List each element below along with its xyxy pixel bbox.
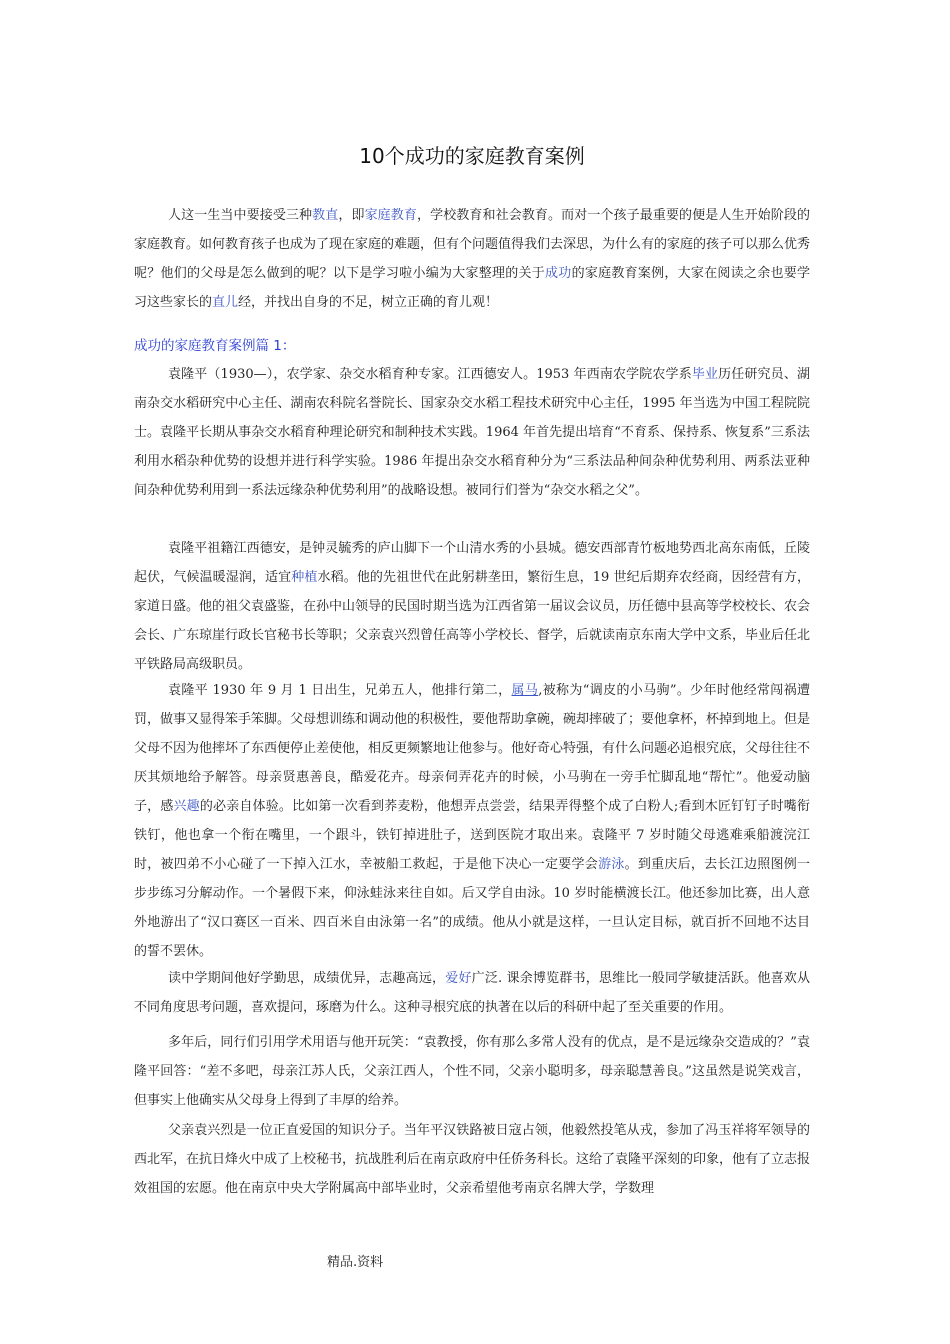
document-page [134, 0, 810, 1344]
link-planting[interactable]: 种植 [291, 570, 318, 585]
link-jiaozhi[interactable]: 教直 [312, 208, 339, 223]
paragraph-5: 多年后，同行们引用学术用语与他开玩笑：“袁教授，你有那么多常人没有的优点，是不是远缘杂交造成的？”袁隆平回答：“差不多吧，母亲江苏人氏，父亲江西人，个性不同，父亲小聪明多，母亲聪慧善良。”这虽然是说笑戏言，但事实上他确实从父母身上得到了丰厚的给养。 [134, 1035, 810, 1108]
section-heading: 成功的家庭教育案例篇 1： [134, 338, 296, 354]
link-zhier[interactable]: 直儿 [212, 295, 239, 310]
paragraph-6: 父亲袁兴烈是一位正直爱国的知识分子。当年平汉铁路被日寇占领，他毅然投笔从戎，参加了冯玉祥将军领导的西北军，在抗日烽火中成了上校秘书，抗战胜利后在南京政府中任侨务科长。这给了袁隆平深刻的印象，他有了立志报效祖国的宏愿。他在南京中央大学附属高中部毕业时，父亲希望他考南京名牌大学，学数理 [134, 1123, 811, 1196]
link-horse[interactable]: 属马 [511, 683, 539, 698]
link-interest[interactable]: 兴趣 [173, 799, 200, 814]
link-graduate[interactable]: 毕业 [691, 367, 719, 382]
link-hobby[interactable]: 爱好 [445, 971, 472, 986]
document-title: 10个成功的家庭教育案例 [359, 144, 585, 168]
intro-paragraph: 人这一生当中要接受三种教直，即家庭教育，学校教育和社会教育。而对一个孩子最重要的便是人生开始阶段的家庭教育。如何教育孩子也成为了现在家庭的难题，但有个问题值得我们去深思，为什么有的家庭的孩子可以那么优秀呢？他们的父母是怎么做到的呢？以下是学习啦小编为大家整理的关于成功的家庭教育案例，大家在阅读之余也要学习这些家长的直儿经，并找出自身的不足，树立正确的育儿观！ [134, 208, 811, 310]
paragraph-2: 袁隆平祖籍江西德安，是钟灵毓秀的庐山脚下一个山清水秀的小县城。德安西部青竹板地势西北高东南低，丘陵起伏，气候温暖湿润，适宜种植水稻。他的先祖世代在此躬耕垄田，繁衍生息，19 世纪后期弃农经商，因经营有方，家道日盛。他的祖父袁盛鉴，在孙中山领导的民国时期当选为江西省第一届议会议员，历任德中县高等学校校长、农会会长、广东琼崖行政长官秘书长等职；父亲袁兴烈曾任高等小学校长、督学，后就读南京东南大学中文系，毕业后任北平铁路局高级职员。 [134, 541, 811, 672]
page-footer: 精品.资料 [327, 1255, 384, 1270]
link-success[interactable]: 成功 [545, 266, 572, 281]
paragraph-4: 读中学期间他好学勤思，成绩优异，志趣高远，爱好广泛. 课余博览群书，思维比一般同学敏捷活跃。他喜欢从不同角度思考问题，喜欢提问，琢磨为什么。这种寻根究底的执著在以后的科研中起了至关重要的作用。 [134, 971, 810, 1015]
paragraph-1: 袁隆平（1930—），农学家、杂交水稻育种专家。江西德安人。1953 年西南农学院农学系毕业历任研究员、湖南杂交水稻研究中心主任、湖南农科院名誉院长、国家杂交水稻工程技术研究中心主任，1995 年当选为中国工程院院士。袁隆平长期从事杂交水稻育种理论研究和制种技术实践。1964 年首先提出培育“不育系、保持系、恢复系”三系法利用水稻杂种优势的设想并进行科学实验。1986 年提出杂交水稻育种分为“三系法品种间杂种优势利用、两系法亚种间杂种优势利用到一系法远缘杂种优势利用”的战略设想。被同行们誉为“杂交水稻之父”。 [134, 367, 810, 498]
paragraph-3: 袁隆平 1930 年 9 月 1 日出生，兄弟五人，他排行第二，属马,被称为“调皮的小马驹”。少年时他经常闯祸遭罚，做事又显得笨手笨脚。父母想训练和调动他的积极性，要他帮助拿碗，碗却摔破了；要他拿杯，杯掉到地上。但是父母不因为他摔坏了东西便停止差使他，相反更频繁地让他参与。他好奇心特强，有什么问题必追根究底，父母往往不厌其烦地给予解答。母亲贤惠善良，酷爱花卉。母亲伺弄花卉的时候，小马驹在一旁手忙脚乱地“帮忙”。他爱动脑子，感兴趣的必亲自体验。比如第一次看到荞麦粉，他想弄点尝尝，结果弄得整个成了白粉人;看到木匠钉钉子时嘴衔铁钉，他也拿一个衔在嘴里，一个跟斗，铁钉掉进肚子，送到医院才取出来。袁隆平 7 岁时随父母逃难乘船渡浣江时，被四弟不小心碰了一下掉入江水，幸被船工救起，于是他下决心一定要学会游泳。到重庆后，去长江边照图例一步步练习分解动作。一个暑假下来，仰泳蛙泳来往自如。后又学自由泳。10 岁时能横渡长江。他还参加比赛，出人意外地游出了“汉口赛区一百米、四百米自由泳第一名”的成绩。他从小就是这样，一旦认定目标，就百折不回地不达目的誓不罢休。 [134, 683, 811, 959]
link-swimming[interactable]: 游泳 [598, 857, 625, 872]
link-family-education[interactable]: 家庭教育 [364, 208, 417, 223]
